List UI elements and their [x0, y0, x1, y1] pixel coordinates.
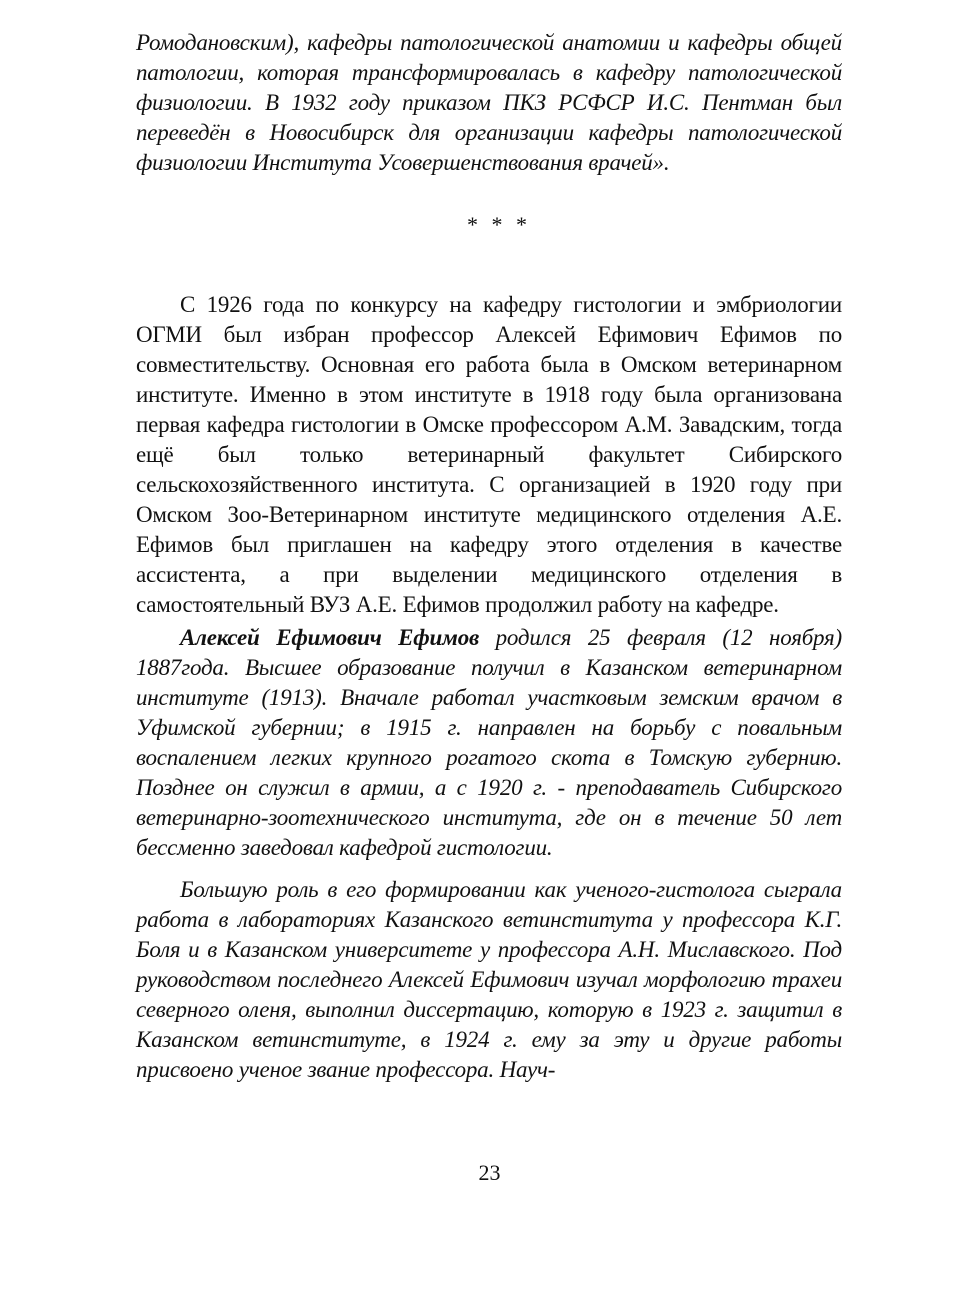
biography-name: Алексей Ефимович Ефимов: [180, 625, 480, 650]
quote-continuation: Ромодановским), кафедры патологической анатомии и кафедры общей патологии, которая трансформировалась в кафедру патологической физиологии. В 1932 году приказом ПКЗ РСФСР И.С. Пентман был переведён в Новосибирск для организации кафедры патологической физиологии Института Усовершенствования врачей».: [136, 30, 842, 175]
paragraph-scientific-formation: Большую роль в его формировании как ученого-гистолога сыграла работа в лабораториях Казанского ветинститута у профессора К.Г. Боля и в Казанском университете у профессора А.Н. Миславского. Под руководством последнего Алексей Ефимович изучал морфологию трахеи северного оленя, выполнил диссертацию, которую в 1923 г. защитил в Казанском ветинституте, в 1924 г. ему за эту и другие работы присвоено ученое звание профессора. Науч-: [136, 877, 842, 1082]
document-page: [136, 28, 842, 1085]
section-separator: * * *: [467, 212, 531, 237]
paragraph-biography: [136, 623, 842, 863]
paragraph-efimov-appointment: С 1926 года по конкурсу на кафедру гистологии и эмбриологии ОГМИ был избран профессор Алексей Ефимович Ефимов по совместительству. Основная его работа была в Омском ветеринарном институте. Именно в этом институте в 1918 году была организована первая кафедра гистологии в Омске профессором А.М. Завадским, тогда ещё был только ветеринарный факультет Сибирского сельскохозяйственного института. С организацией в 1920 году при Омском Зоо-Ветеринарном институте медицинского отделения А.Е. Ефимов был приглашен на кафедру этого отделения в качестве ассистента, а при выделении медицинского отделения в самостоятельный ВУЗ А.Е. Ефимов продолжил работу на кафедре.: [136, 292, 842, 617]
biography-text: родился 25 февраля (12 ноября) 1887года. Высшее образование получил в Казанском ветеринарном институте (1913). Вначале работал участковым земским врачом в Уфимской губернии; в 1915 г. направлен на борьбу с повальным воспалением легких крупного рогатого скота в Томскую губернию. Позднее он служил в армии, а с 1920 г. - преподаватель Сибирского ветеринарно-зоотехнического института, где он в течение 50 лет бессменно заведовал кафедрой гистологии.: [136, 625, 843, 860]
page-number: 23: [478, 1160, 501, 1185]
